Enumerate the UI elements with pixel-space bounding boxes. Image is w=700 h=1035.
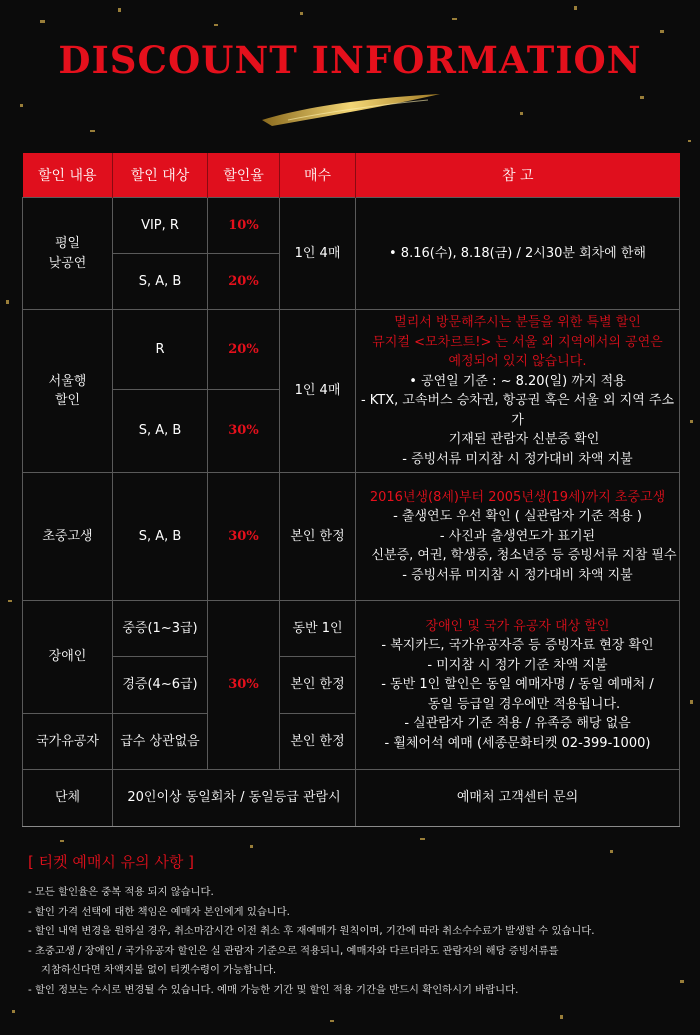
table-row bbox=[23, 473, 680, 601]
target-cell: VIP, R bbox=[113, 198, 208, 254]
caution-item: - 초중고생 / 장애인 / 국가유공자 할인은 실 관람자 기준으로 적용되니, 예매자와 다르더라도 관람자의 해당 증빙서류를 bbox=[28, 944, 559, 957]
rate-cell: 20% bbox=[208, 310, 280, 390]
note-cell: 2016년생(8세)부터 2005년생(19세)까지 초중고생 - 출생연도 우선 확인 ( 실관람자 기준 적용 ) - 사진과 출생연도가 표기된 신분증, 여권, 학생증, 청소년증 등 증빙서류 지참 필수 - 증빙서류 미지참 시 정가대비 차액 지불 bbox=[356, 473, 680, 601]
rate-cell: 10% bbox=[208, 198, 280, 254]
target-cell: 급수 상관없음 bbox=[113, 714, 208, 770]
header-cell: 매수 bbox=[280, 153, 356, 198]
cautions-title: [ 티켓 예매시 유의 사항 ] bbox=[28, 853, 194, 871]
rate-cell: 30% bbox=[208, 601, 280, 770]
rate-cell: 30% bbox=[208, 473, 280, 601]
target-cell: S, A, B bbox=[113, 254, 208, 310]
target-cell: R bbox=[113, 310, 208, 390]
category-cell: 장애인 bbox=[23, 601, 113, 714]
qty-cell: 1인 4매 bbox=[280, 310, 356, 473]
category-cell: 단체 bbox=[23, 770, 113, 827]
target-cell: S, A, B bbox=[113, 473, 208, 601]
caution-item: - 할인 정보는 수시로 변경될 수 있습니다. 예매 가능한 기간 및 할인 적용 기간을 반드시 확인하시기 바랍니다. bbox=[28, 983, 519, 996]
target-cell: S, A, B bbox=[113, 390, 208, 473]
note-cell: 예매처 고객센터 문의 bbox=[356, 770, 680, 827]
header-cell: 할인율 bbox=[208, 153, 280, 198]
note-cell: 장애인 및 국가 유공자 대상 할인 - 복지카드, 국가유공자증 등 증빙자료 현장 확인 - 미지참 시 정가 기준 차액 지불 - 동반 1인 할인은 동일 예매자명 / 동일 예매처 / 동일 등급일 경우에만 적용됩니다. - 실관람자 기준 적용 / 유족증 해당 없음 - 휠체어석 예매 (세종문화티켓 02-399-1000) bbox=[356, 601, 680, 770]
note-cell: • 8.16(수), 8.18(금) / 2시30분 회차에 한해 bbox=[356, 198, 680, 310]
table-row bbox=[23, 310, 680, 390]
header-cell: 할인 대상 bbox=[113, 153, 208, 198]
target-cell: 20인이상 동일회차 / 동일등급 관람시 bbox=[113, 770, 356, 827]
discount-table bbox=[22, 153, 680, 827]
table-row bbox=[23, 198, 680, 254]
header-cell: 할인 내용 bbox=[23, 153, 113, 198]
target-cell: 경증(4~6급) bbox=[113, 657, 208, 714]
qty-cell: 본인 한정 bbox=[280, 473, 356, 601]
page-title: DISCOUNT INFORMATION bbox=[58, 38, 642, 82]
qty-cell: 1인 4매 bbox=[280, 198, 356, 310]
caution-item: 지참하신다면 차액지불 없이 티켓수령이 가능합니다. bbox=[41, 964, 277, 977]
table-header-row bbox=[23, 153, 680, 198]
note-cell: 멀리서 방문해주시는 분들을 위한 특별 할인 뮤지컬 <모차르트!> 는 서울 외 지역에서의 공연은 예정되어 있지 않습니다. • 공연일 기준 : ~ 8.20(일) 까지 적용 - KTX, 고속버스 승차권, 항공권 혹은 서울 외 지역 주소가 기재된 관람자 신분증 확인 - 증빙서류 미지참 시 정가대비 차액 지불 bbox=[356, 310, 680, 473]
qty-cell: 본인 한정 bbox=[280, 714, 356, 770]
ticket-cautions bbox=[28, 851, 678, 1000]
table-row bbox=[23, 770, 680, 827]
rate-cell: 20% bbox=[208, 254, 280, 310]
category-cell: 국가유공자 bbox=[23, 714, 113, 770]
caution-item: - 할인 내역 변경을 원하실 경우, 취소마감시간 이전 취소 후 재예매가 원칙이며, 기간에 따라 취소수수료가 발생할 수 있습니다. bbox=[28, 925, 595, 938]
category-cell: 초중고생 bbox=[23, 473, 113, 601]
gold-brush-stroke bbox=[258, 90, 443, 130]
caution-item: - 모든 할인율은 중복 적용 되지 않습니다. bbox=[28, 886, 214, 898]
category-cell: 평일 낮공연 bbox=[23, 198, 113, 310]
target-cell: 중증(1~3급) bbox=[113, 601, 208, 657]
table-row bbox=[23, 601, 680, 657]
qty-cell: 본인 한정 bbox=[280, 657, 356, 714]
category-cell: 서울행 할인 bbox=[23, 310, 113, 473]
caution-item: - 할인 가격 선택에 대한 책임은 예매자 본인에게 있습니다. bbox=[28, 905, 290, 918]
qty-cell: 동반 1인 bbox=[280, 601, 356, 657]
rate-cell: 30% bbox=[208, 390, 280, 473]
header-cell: 참 고 bbox=[356, 153, 680, 198]
